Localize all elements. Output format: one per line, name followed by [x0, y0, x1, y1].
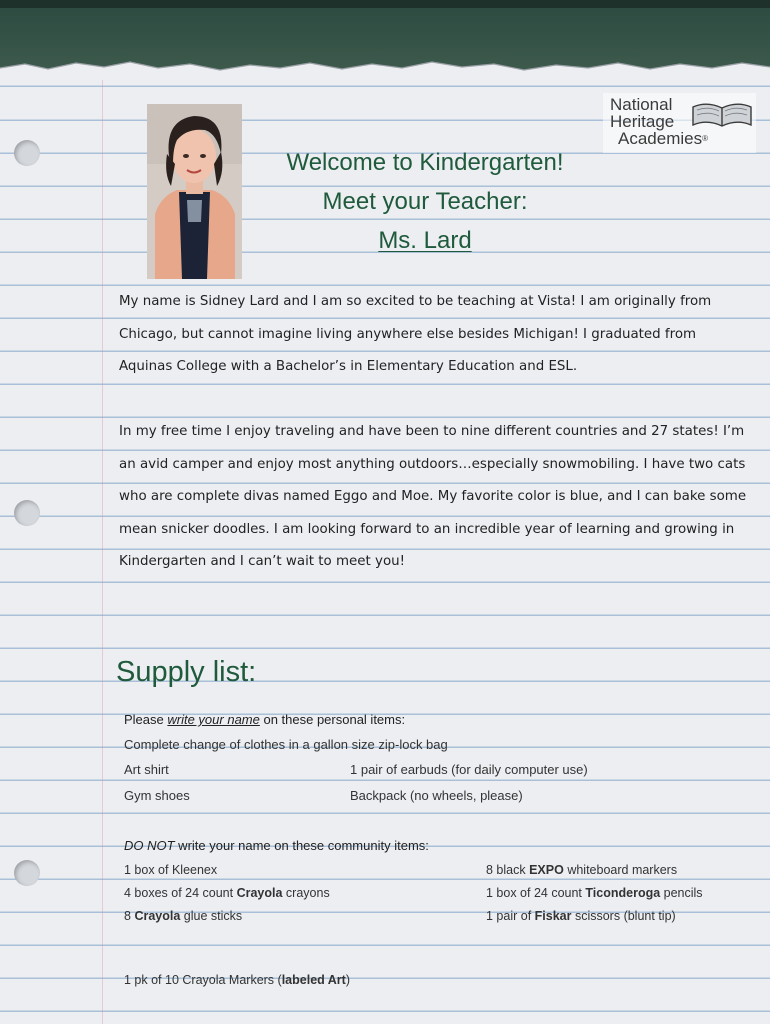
- bio-paragraph-2: In my free time I enjoy traveling and have been to nine different countries and 27 states! I’m an avid camper and enjoy most anything outdoors…especially snowmobiling. I have two cats who are complete divas named Eggo and Moe. My favorite color is blue, and I can bake some mean snicker doodles. I am looking forward to an incredible year of learning and growing in Kindergarten and I can’t wait to meet you!: [119, 424, 747, 570]
- page-title: [250, 143, 600, 260]
- binder-hole: [14, 860, 40, 886]
- supply-item: Backpack (no wheels, please): [350, 788, 523, 803]
- supply-item: Complete change of clothes in a gallon size zip-lock bag: [124, 737, 448, 752]
- supply-item: 8 black EXPO whiteboard markers: [486, 863, 678, 877]
- bio-paragraph-1: My name is Sidney Lard and I am so excited to be teaching at Vista! I am originally from Chicago, but cannot imagine living anywhere else besides Michigan! I graduated from Aquinas College with a Bachelor’s in Elementary Education and ESL.: [119, 294, 712, 375]
- supply-list-heading: Supply list:: [116, 656, 257, 688]
- chalkboard-frame: [0, 0, 770, 8]
- nha-logo: [603, 93, 756, 153]
- margin-line: [102, 70, 103, 1024]
- logo-line: Heritage: [610, 112, 675, 131]
- title-meet-teacher: Meet your Teacher:: [322, 188, 528, 215]
- title-welcome: Welcome to Kindergarten!: [286, 149, 564, 176]
- supply-item: 1 box of Kleenex: [124, 863, 218, 877]
- title-teacher-name: Ms. Lard: [378, 227, 472, 254]
- logo-line: Academies®: [618, 129, 709, 148]
- binder-hole: [14, 500, 40, 526]
- supply-item: 1 pair of Fiskar scissors (blunt tip): [486, 909, 676, 923]
- supply-item: 1 box of 24 count Ticonderoga pencils: [486, 886, 703, 900]
- teacher-photo: [147, 104, 242, 279]
- supply-item: 1 pk of 10 Crayola Markers (labeled Art): [124, 973, 351, 987]
- open-book-icon: [691, 99, 753, 129]
- supply-item: Art shirt: [124, 762, 169, 777]
- logo-line: National: [610, 95, 673, 114]
- community-items-intro: DO NOT write your name on these community items:: [124, 838, 429, 853]
- supply-item: 1 pair of earbuds (for daily computer use): [350, 762, 588, 777]
- supply-item: 4 boxes of 24 count Crayola crayons: [124, 886, 330, 900]
- supply-item: Gym shoes: [124, 788, 190, 803]
- personal-items-intro: Please write your name on these personal items:: [124, 712, 406, 727]
- torn-paper-edge: [0, 58, 770, 80]
- supply-item: 8 Crayola glue sticks: [124, 909, 243, 923]
- binder-hole: [14, 140, 40, 166]
